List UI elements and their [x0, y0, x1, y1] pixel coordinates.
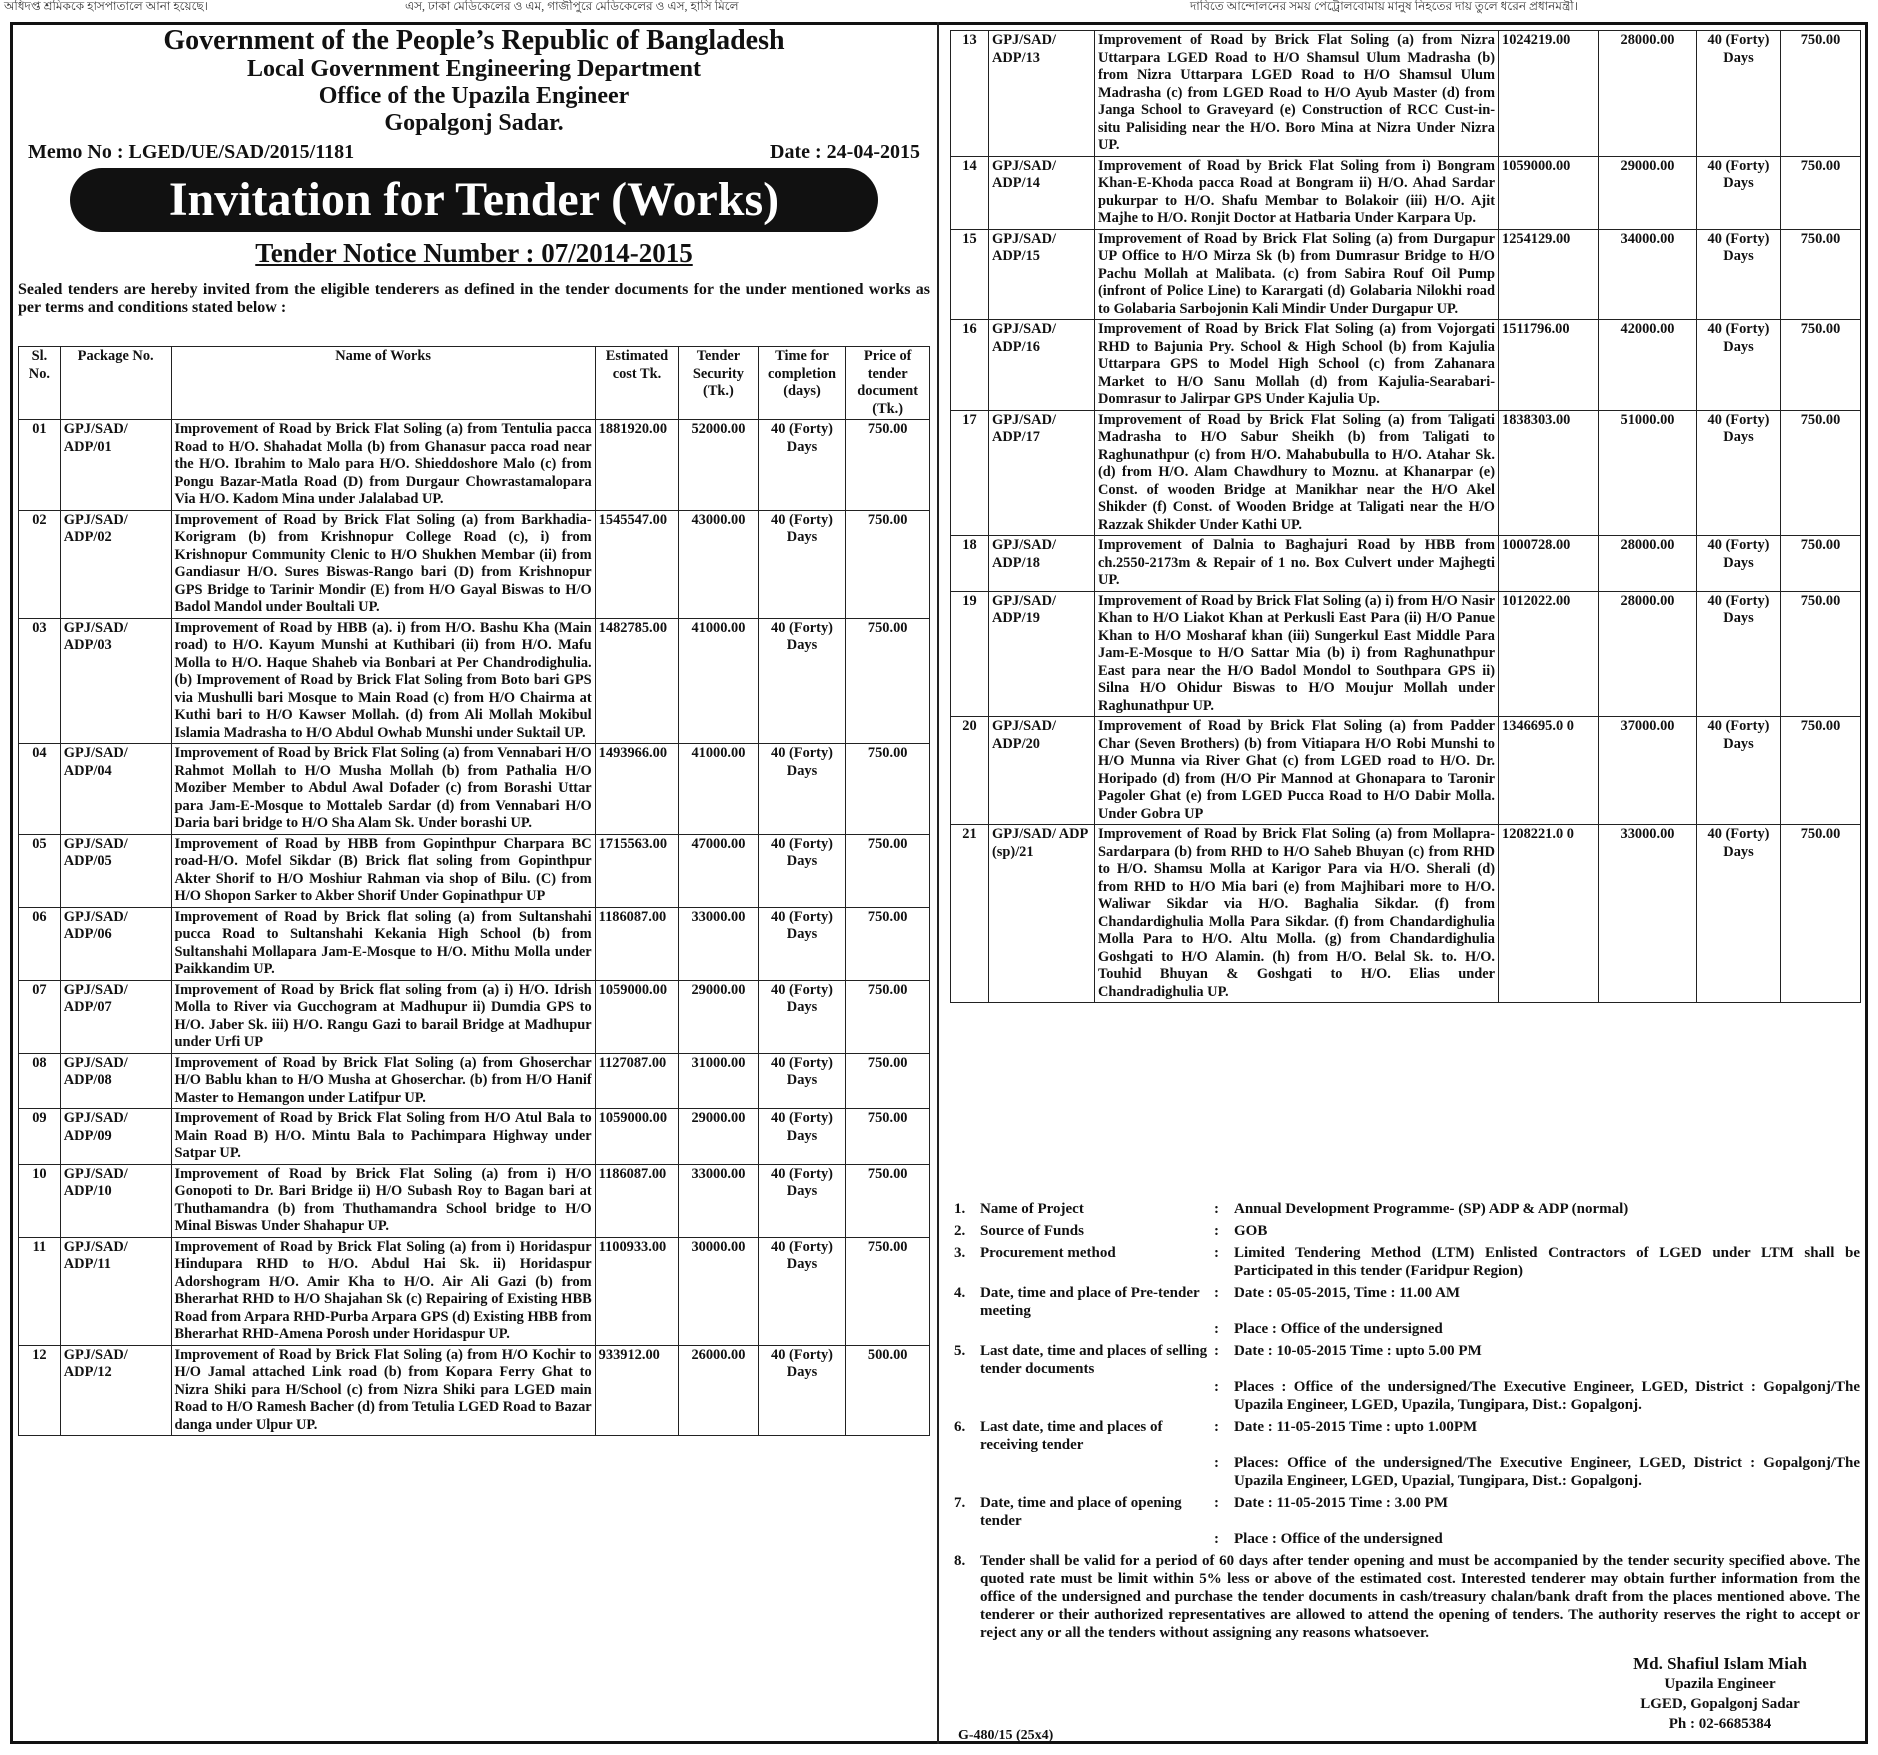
- row-completion-time: 40 (Forty) Days: [1697, 320, 1781, 411]
- info-value: GOB: [1234, 1223, 1268, 1239]
- row-estimated-cost: 1012022.00: [1499, 591, 1599, 717]
- info-label: Date, time and place of opening tender: [980, 1495, 1182, 1529]
- strip-center-text: এস, ঢাকা মেডিকেলের ও এম, গাজীপুরে মেডিকেলের ও এস, হাসি মিলে: [405, 0, 739, 13]
- row-package: GPJ/SAD/ ADP/15: [989, 229, 1095, 320]
- row-tender-security: 33000.00: [1599, 825, 1697, 1003]
- info-colon: :: [1214, 1455, 1219, 1471]
- row-tender-security: 28000.00: [1599, 591, 1697, 717]
- row-tender-security: 31000.00: [679, 1053, 758, 1109]
- info-colon: :: [1214, 1419, 1219, 1435]
- row-package: GPJ/SAD/ ADP/03: [60, 618, 171, 744]
- row-package: GPJ/SAD/ ADP/17: [989, 410, 1095, 536]
- office-title: Office of the Upazila Engineer: [318, 83, 630, 109]
- row-tender-security: 37000.00: [1599, 717, 1697, 825]
- row-sl: 14: [951, 156, 989, 229]
- row-sl: 11: [19, 1237, 61, 1345]
- row-work-name: Improvement of Road by Brick Flat Soling (a) from Ghoserchar H/O Bablu khan to H/O Musha at Ghoserchar. (b) from H/O Hanif Master to Hemangon under Latifpur UP.: [171, 1053, 595, 1109]
- info-label: Last date, time and places of selling tender documents: [980, 1343, 1208, 1377]
- place-title: Gopalgonj Sadar.: [384, 110, 564, 136]
- info-value: Date : 11-05-2015 Time : upto 1.00PM: [1234, 1419, 1478, 1435]
- signatory-office: LGED, Gopalgonj Sadar: [1640, 1696, 1800, 1712]
- row-sl: 02: [19, 510, 61, 618]
- info-colon: :: [1214, 1379, 1219, 1395]
- row-work-name: Improvement of Road by HBB from Gopinthpur Charpara BC road-H/O. Mofel Sikdar (B) Brick flat soling from Gopinthpur Akter Shorif to H/O Moshiur Rahman via shop of Bilu. (C) from H/O Shopon Sarker to Akber Shorif Under Gopinathpur UP: [171, 834, 595, 907]
- row-package: GPJ/SAD/ ADP/01: [60, 420, 171, 511]
- row-document-price: 750.00: [1781, 591, 1861, 717]
- row-estimated-cost: 1059000.00: [1499, 156, 1599, 229]
- strip-left-text: অধিদপ্ত শ্রমিককে হাসপাতালে আনা হয়েছে।: [4, 0, 208, 13]
- col-header-cost: Estimated cost Tk.: [595, 347, 679, 420]
- row-document-price: 750.00: [846, 420, 930, 511]
- info-terms-paragraph: Tender shall be valid for a period of 60 days after tender opening and must be accompanied by the tender security specified above. The quoted rate must be limit within 5% less or above of the estimated cost. Interested tenderer may obtain further information from the office of the undersigned and purchase the tender documents in cash/treasury chalan/bank draft from the places mentioned above. The tenderer or their authorized representatives are allowed to attend the opening of tenders. The authority reserves the right to accept or reject any or all the tenders without assigning any reasons whatsoever.: [980, 1553, 1860, 1641]
- info-number: 4.: [954, 1285, 966, 1301]
- table-row: [19, 618, 930, 744]
- row-document-price: 750.00: [846, 907, 930, 980]
- row-work-name: Improvement of Road by Brick Flat Soling (a) from Durgapur UP Office to H/O Mirza Sk (b) from Dumrasur Bridge to H/O Pachu Mollah at Malibata. (c) from Sabira Rouf Oil Pump (infront of Police Line) to Karargati (d) Golabaria Nilokhi road to Golabaria Sarbojonin Kali Mindir Under Durgapur UP.: [1095, 229, 1499, 320]
- info-value: Annual Development Programme- (SP) ADP & ADP (normal): [1234, 1201, 1629, 1217]
- row-tender-security: 29000.00: [679, 980, 758, 1053]
- row-sl: 04: [19, 744, 61, 835]
- info-label: [980, 1454, 1214, 1490]
- table-row: [951, 320, 1861, 411]
- row-sl: 20: [951, 717, 989, 825]
- memo-date: Date : 24-04-2015: [770, 141, 920, 163]
- row-package: GPJ/SAD/ ADP/09: [60, 1109, 171, 1165]
- row-work-name: Improvement of Road by Brick Flat Soling (a) from Padder Char (Seven Brothers) (b) from Vitiapara H/O Robi Munshi to H/O Munna via River Ghat (c) from LGED road to H/O. Dr. Horipado (d) from (H/O Pir Mannod at Ghonapara to Taronir Pagoler Ghat (e) from LGED Pucca Road to H/O Dabir Molla. Under Gobra UP: [1095, 717, 1499, 825]
- table-row: [19, 1237, 930, 1345]
- row-sl: 01: [19, 420, 61, 511]
- info-number: 7.: [954, 1495, 966, 1511]
- row-tender-security: 34000.00: [1599, 229, 1697, 320]
- row-sl: 07: [19, 980, 61, 1053]
- info-number: 8.: [954, 1553, 966, 1569]
- signatory-name: Md. Shafiul Islam Miah: [1633, 1654, 1807, 1673]
- row-document-price: 750.00: [846, 1053, 930, 1109]
- row-tender-security: 51000.00: [1599, 410, 1697, 536]
- gov-title: Government of the People’s Republic of Bangladesh: [163, 25, 785, 56]
- row-tender-security: 47000.00: [679, 834, 758, 907]
- row-document-price: 750.00: [1781, 229, 1861, 320]
- table-row: [19, 1345, 930, 1436]
- row-estimated-cost: 1838303.00: [1499, 410, 1599, 536]
- info-value: Date : 11-05-2015 Time : 3.00 PM: [1234, 1495, 1448, 1511]
- row-sl: 10: [19, 1164, 61, 1237]
- col-header-security: Tender Security (Tk.): [679, 347, 758, 420]
- row-work-name: Improvement of Road by Brick Flat Soling (a) from Taligati Madrasha to H/O Sabur Sheikh (b) from Taligati to Raghunathpur (c) from H/O. Mahabubulla to H/O. Atahar Sk. (d) from H/O. Alam Chawdhury to Moznu. at Khanarpar (e) Const. of wooden Bridge at Manikhar near the H/O Akel Shikder (f) Const. of Wooden Bridge at Taligati near the H/O Razzak Shikder Under Kathi UP.: [1095, 410, 1499, 536]
- row-estimated-cost: 1100933.00: [595, 1237, 679, 1345]
- row-document-price: 750.00: [1781, 156, 1861, 229]
- info-number: [950, 1320, 980, 1338]
- row-tender-security: 43000.00: [679, 510, 758, 618]
- row-sl: 12: [19, 1345, 61, 1436]
- table-row: [951, 410, 1861, 536]
- row-package: GPJ/SAD/ ADP/02: [60, 510, 171, 618]
- row-estimated-cost: 1186087.00: [595, 907, 679, 980]
- row-document-price: 750.00: [1781, 717, 1861, 825]
- info-number: 1.: [954, 1201, 966, 1217]
- row-completion-time: 40 (Forty) Days: [758, 1237, 846, 1345]
- info-value: Limited Tendering Method (LTM) Enlisted Contractors of LGED under LTM shall be Participated in this tender (Faridpur Region): [1234, 1245, 1860, 1279]
- info-label: [980, 1378, 1214, 1414]
- row-work-name: Improvement of Road by Brick Flat Soling (a) from i) Horidaspur Hindupara RHD to H/O. Abdul Hai Sk. ii) Horidaspur Adorshogram H/O. Amir Kha to H/O. Air Ali Gazi (b) from Bherarhat RHD to H/O Shajahan Sk (c) Repairing of Existing HBB Road from Arpara RHD-Purba Arpara GPS (d) Existing HBB from Bherarhat RHD-Amena Porosh under Horidaspur UP.: [171, 1237, 595, 1345]
- row-estimated-cost: 1000728.00: [1499, 536, 1599, 592]
- signatory-phone: Ph : 02-6685384: [1668, 1716, 1772, 1732]
- table-row: [19, 1164, 930, 1237]
- table-row: [951, 31, 1861, 157]
- info-colon: :: [1214, 1245, 1219, 1261]
- info-value: Places: Office of the undersigned/The Executive Engineer, LGED, District : Gopalgonj/The Upazila Engineer, LGED, Upazial, Tungipara, Dist.: Gopalgonj.: [1234, 1455, 1860, 1489]
- row-estimated-cost: 1059000.00: [595, 980, 679, 1053]
- info-value: Place : Office of the undersigned: [1234, 1531, 1443, 1547]
- row-package: GPJ/SAD/ ADP/12: [60, 1345, 171, 1436]
- col-header-package: Package No.: [60, 347, 171, 420]
- row-sl: 06: [19, 907, 61, 980]
- row-work-name: Improvement of Road by Brick Flat Soling (a) i) from H/O Nasir Khan to H/O Liakot Khan at Perkusli East Para (ii) H/O Panue Khan to H/O Mosharaf khan (iii) Sungerkul East Middle Para Jam-E-Mosque to H/O Sattar Mia (b) i) from Raghunathpur East para near the H/O Badol Mondol to Southpara GPS ii) Silna H/O Ohidur Biswas to H/O Moujur Mollah under Raghunathpur UP.: [1095, 591, 1499, 717]
- row-completion-time: 40 (Forty) Days: [758, 1345, 846, 1436]
- col-header-sl: Sl. No.: [19, 347, 61, 420]
- info-item: [950, 1418, 1860, 1454]
- row-work-name: Improvement of Road by Brick Flat Soling (a) from Barkhadia-Korigram (b) from Krishnopur College Road (c), i) from Krishnopur Community Clenic to H/O Shukhen Membar (ii) from Gandiasur H/O. Sures Biswas-Rango bari (D) from Krishnopur GPS Bridge to Tarinir Mondir (E) from H/O Gayal Biswas to H/O Badol Mandol under Boultali UP.: [171, 510, 595, 618]
- row-sl: 08: [19, 1053, 61, 1109]
- row-sl: 18: [951, 536, 989, 592]
- row-package: GPJ/SAD/ ADP/16: [989, 320, 1095, 411]
- row-completion-time: 40 (Forty) Days: [1697, 591, 1781, 717]
- row-document-price: 750.00: [1781, 31, 1861, 157]
- table-header-row: [19, 347, 930, 420]
- info-value: Date : 10-05-2015 Time : upto 5.00 PM: [1234, 1343, 1482, 1359]
- info-colon: :: [1214, 1531, 1219, 1547]
- row-estimated-cost: 1511796.00: [1499, 320, 1599, 411]
- info-value: Places : Office of the undersigned/The Executive Engineer, LGED, District : Gopalgonj/The Upazila Engineer, LGED, Upazila, Tungipara, Dist.: Gopalgonj.: [1234, 1379, 1860, 1413]
- table-row: [19, 1053, 930, 1109]
- col-header-work: Name of Works: [171, 347, 595, 420]
- row-work-name: Improvement of Road by Brick Flat Soling (a) from i) H/O Gonopoti to Dr. Bari Bridge ii) H/O Subash Roy to Bagan bari at Thuthamandra (b) from Thuthamandra School bridge to H/O Minal Biswas Under Shahapur UP.: [171, 1164, 595, 1237]
- row-package: GPJ/SAD/ ADP/10: [60, 1164, 171, 1237]
- row-completion-time: 40 (Forty) Days: [1697, 229, 1781, 320]
- info-item: [950, 1244, 1860, 1280]
- row-completion-time: 40 (Forty) Days: [1697, 825, 1781, 1003]
- row-tender-security: 28000.00: [1599, 536, 1697, 592]
- row-estimated-cost: 1024219.00: [1499, 31, 1599, 157]
- row-tender-security: 42000.00: [1599, 320, 1697, 411]
- info-label: Source of Funds: [980, 1223, 1084, 1239]
- table-row: [19, 834, 930, 907]
- row-work-name: Improvement of Road by Brick Flat Soling (a) from Nizra Uttarpara LGED Road to H/O Shamsul Ulum Madrasha (b) from Nizra Uttarpara LGED Road to H/O Shamsul Ulum Madrasha (c) from LGED Road to H/O Ayub Master (d) from Janga School to Graveyard (e) Construction of RCC Cust-in-situ Palisiding near the H/O. Boro Mina at Nizra Under Nizra UP.: [1095, 31, 1499, 157]
- signatory-title: Upazila Engineer: [1664, 1676, 1776, 1692]
- row-estimated-cost: 933912.00: [595, 1345, 679, 1436]
- row-sl: 13: [951, 31, 989, 157]
- row-sl: 03: [19, 618, 61, 744]
- row-estimated-cost: 1346695.0 0: [1499, 717, 1599, 825]
- row-completion-time: 40 (Forty) Days: [758, 744, 846, 835]
- row-sl: 15: [951, 229, 989, 320]
- row-package: GPJ/SAD/ ADP/18: [989, 536, 1095, 592]
- row-package: GPJ/SAD/ ADP/20: [989, 717, 1095, 825]
- memo-number: Memo No : LGED/UE/SAD/2015/1181: [28, 141, 355, 163]
- info-label: Date, time and place of Pre-tender meeting: [980, 1285, 1200, 1319]
- info-item-continued: [950, 1454, 1860, 1490]
- row-tender-security: 29000.00: [679, 1109, 758, 1165]
- row-completion-time: 40 (Forty) Days: [758, 834, 846, 907]
- col-header-price: Price of tender document (Tk.): [846, 347, 930, 420]
- row-tender-security: 30000.00: [679, 1237, 758, 1345]
- row-completion-time: 40 (Forty) Days: [758, 1109, 846, 1165]
- table-row: [19, 510, 930, 618]
- row-completion-time: 40 (Forty) Days: [758, 510, 846, 618]
- table-row: [951, 717, 1861, 825]
- row-completion-time: 40 (Forty) Days: [1697, 410, 1781, 536]
- info-label: [980, 1320, 1214, 1338]
- invitation-banner: Invitation for Tender (Works): [70, 168, 878, 232]
- column-divider: [937, 22, 939, 1744]
- row-document-price: 750.00: [1781, 825, 1861, 1003]
- row-completion-time: 40 (Forty) Days: [758, 907, 846, 980]
- row-tender-security: 33000.00: [679, 907, 758, 980]
- row-work-name: Improvement of Road by Brick Flat Soling (a) from Mollapra-Sardarpara (b) from RHD to H/O Saheb Bhuyan (c) from RHD to H/O. Shamsu Molla at Karigor Para via H/O. Sherali (d) from RHD to H/O Mia bari (e) from Majhibari more to H/O. Waliwar Sikdar via H/O. Baghalia Sikdar. (f) from Chandardighulia Molla Para Sikdar. (f) from Chandardighulia Molla Para to H/O. Altu Molla. (g) from Chandardighulia Goshgati to H/O Alamin. (h) from H/O. Belal Sk. to. H/O. Touhid Bhuyan & Goshgati to H/O. Elias under Chandradighulia UP.: [1095, 825, 1499, 1003]
- table-row: [19, 980, 930, 1053]
- row-document-price: 750.00: [1781, 536, 1861, 592]
- row-work-name: Improvement of Road by Brick flat soling from (a) i) H/O. Idrish Molla to River via Gucchogram at Madhupur ii) Dumdia GPS to H/O. Jaber Sk. iii) H/O. Rangu Gazi to barail Bridge at Madhupur under Urfi UP: [171, 980, 595, 1053]
- row-work-name: Improvement of Road by Brick Flat Soling (a) from Vennabari H/O Rahmot Mollah to H/O Musha Mollah (b) from Pathalia H/O Moziber Member to Abdul Awal Dofader (c) from Borashi Uttar para Jam-E-Mosque to Mottaleb Sardar (d) from Vennabari H/O Daria bari bridge to H/O Sha Alam Sk. Under borashi UP.: [171, 744, 595, 835]
- info-number: 5.: [954, 1343, 966, 1359]
- row-completion-time: 40 (Forty) Days: [1697, 156, 1781, 229]
- row-estimated-cost: 1186087.00: [595, 1164, 679, 1237]
- table-row: [19, 744, 930, 835]
- info-colon: :: [1214, 1201, 1219, 1217]
- row-completion-time: 40 (Forty) Days: [1697, 31, 1781, 157]
- row-sl: 16: [951, 320, 989, 411]
- col-header-time: Time for completion (days): [758, 347, 846, 420]
- info-item: [950, 1284, 1860, 1320]
- row-work-name: Improvement of Road by Brick Flat Soling (a) from Vojorgati RHD to Bajunia Pry. School & High School (b) from Kajulia Uttarpara GPS to Model High School (c) from Zahanara Market to H/O Sanu Mollah (d) from Kajulia-Searabari-Domrasur to Jalirpar GPS Under Kajulia Up.: [1095, 320, 1499, 411]
- row-document-price: 750.00: [1781, 320, 1861, 411]
- memo-line: [18, 141, 930, 164]
- info-label: Procurement method: [980, 1245, 1116, 1261]
- info-item-continued: [950, 1530, 1860, 1548]
- table-row: [19, 420, 930, 511]
- notice-header: [18, 26, 930, 317]
- info-number: [950, 1454, 980, 1490]
- strip-right-text: দাবিতে আন্দোলনের সময় পেট্রোলবোমায় মানুষ নিহতের দায় তুলে ধরেন প্রধানমন্ত্রী।: [1190, 0, 1579, 13]
- row-estimated-cost: 1127087.00: [595, 1053, 679, 1109]
- table-row: [951, 229, 1861, 320]
- row-estimated-cost: 1482785.00: [595, 618, 679, 744]
- row-package: GPJ/SAD/ ADP/08: [60, 1053, 171, 1109]
- row-package: GPJ/SAD/ ADP/19: [989, 591, 1095, 717]
- info-number: [950, 1530, 980, 1548]
- info-number: 2.: [954, 1223, 966, 1239]
- info-item: [950, 1200, 1860, 1218]
- row-document-price: 500.00: [846, 1345, 930, 1436]
- row-tender-security: 52000.00: [679, 420, 758, 511]
- row-package: GPJ/SAD/ ADP/06: [60, 907, 171, 980]
- row-tender-security: 33000.00: [679, 1164, 758, 1237]
- table-row: [19, 1109, 930, 1165]
- row-package: GPJ/SAD/ ADP/11: [60, 1237, 171, 1345]
- row-work-name: Improvement of Road by Brick Flat Soling (a) from H/O Kochir to H/O Jamal attached Link road (b) from Kopara Ferry Ghat to Nizra Shiki para H/School (c) from Nizra Shiki para LGED main Road to H/O Ramesh Bacher (d) from Tetulia LGED Road to Bazar danga under Ulpur UP.: [171, 1345, 595, 1436]
- info-number: [950, 1378, 980, 1414]
- row-completion-time: 40 (Forty) Days: [758, 618, 846, 744]
- row-document-price: 750.00: [1781, 410, 1861, 536]
- row-tender-security: 26000.00: [679, 1345, 758, 1436]
- info-value: Date : 05-05-2015, Time : 11.00 AM: [1234, 1285, 1461, 1301]
- info-colon: :: [1214, 1321, 1219, 1337]
- row-completion-time: 40 (Forty) Days: [758, 1053, 846, 1109]
- row-document-price: 750.00: [846, 1237, 930, 1345]
- tender-notice-number: Tender Notice Number : 07/2014-2015: [255, 238, 693, 268]
- row-sl: 19: [951, 591, 989, 717]
- row-package: GPJ/SAD/ ADP/05: [60, 834, 171, 907]
- works-table-right: [950, 30, 1861, 1003]
- info-item: [950, 1342, 1860, 1378]
- row-sl: 05: [19, 834, 61, 907]
- table-row: [951, 536, 1861, 592]
- row-estimated-cost: 1715563.00: [595, 834, 679, 907]
- info-number: 6.: [954, 1419, 966, 1435]
- info-label: [980, 1530, 1214, 1548]
- info-label: Last date, time and places of receiving tender: [980, 1419, 1163, 1453]
- row-completion-time: 40 (Forty) Days: [1697, 536, 1781, 592]
- row-estimated-cost: 1545547.00: [595, 510, 679, 618]
- signature-block: [1570, 1654, 1870, 1734]
- info-value: Place : Office of the undersigned: [1234, 1321, 1443, 1337]
- row-tender-security: 41000.00: [679, 618, 758, 744]
- info-number: 3.: [954, 1245, 966, 1261]
- info-colon: :: [1214, 1223, 1219, 1239]
- previous-page-strip: [0, 0, 1878, 14]
- row-work-name: Improvement of Dalnia to Baghajuri Road by HBB from ch.2550-2173m & Repair of 1 no. Box Culvert under Majhegti UP.: [1095, 536, 1499, 592]
- tender-information: [950, 1196, 1860, 1642]
- row-work-name: Improvement of Road by Brick Flat Soling (a) from Tentulia pacca Road to H/O. Shahadat Molla (b) from Ghanasur pacca road near the H/O. Ibrahim to Malo para H/O. Shieddoshore Malo (c) from Pongu Bazar-Matla Road (D) from Durgaur Chowrastamalopara Via H/O. Kadom Mina under Jalalabad UP.: [171, 420, 595, 511]
- row-estimated-cost: 1059000.00: [595, 1109, 679, 1165]
- table-row: [951, 825, 1861, 1003]
- row-tender-security: 41000.00: [679, 744, 758, 835]
- row-document-price: 750.00: [846, 980, 930, 1053]
- info-item: [950, 1222, 1860, 1240]
- row-estimated-cost: 1208221.0 0: [1499, 825, 1599, 1003]
- info-item-continued: [950, 1378, 1860, 1414]
- row-estimated-cost: 1493966.00: [595, 744, 679, 835]
- row-package: GPJ/SAD/ ADP/13: [989, 31, 1095, 157]
- row-completion-time: 40 (Forty) Days: [758, 1164, 846, 1237]
- info-item-8: [950, 1552, 1860, 1642]
- dept-title: Local Government Engineering Department: [247, 56, 701, 82]
- row-tender-security: 28000.00: [1599, 31, 1697, 157]
- row-estimated-cost: 1254129.00: [1499, 229, 1599, 320]
- info-label: Name of Project: [980, 1201, 1084, 1217]
- row-document-price: 750.00: [846, 834, 930, 907]
- row-estimated-cost: 1881920.00: [595, 420, 679, 511]
- table-row: [951, 591, 1861, 717]
- info-item-continued: [950, 1320, 1860, 1338]
- row-completion-time: 40 (Forty) Days: [758, 420, 846, 511]
- table-row: [951, 156, 1861, 229]
- row-completion-time: 40 (Forty) Days: [758, 980, 846, 1053]
- row-document-price: 750.00: [846, 618, 930, 744]
- row-completion-time: 40 (Forty) Days: [1697, 717, 1781, 825]
- row-package: GPJ/SAD/ ADP/14: [989, 156, 1095, 229]
- row-work-name: Improvement of Road by Brick flat soling (a) from Sultanshahi pucca Road to Sultanshahi Kekania High School (b) from Sultanshahi Mollapara Jam-E-Mosque to H/O. Mithu Molla under Paikkandim UP.: [171, 907, 595, 980]
- info-colon: :: [1214, 1285, 1219, 1301]
- row-document-price: 750.00: [846, 1164, 930, 1237]
- row-package: GPJ/SAD/ ADP/04: [60, 744, 171, 835]
- row-sl: 17: [951, 410, 989, 536]
- row-work-name: Improvement of Road by HBB (a). i) from H/O. Bashu Kha (Main road) to H/O. Kayum Munshi at Kuthibari (ii) from H/O. Mafu Molla to H/O. Haque Shaheb via Bonbari at Per Chandrodighulia. (b) Improvement of Road by Brick Flat Soling from Boto bari GPS via Mushulli bari Mosque to Main Road (c) from H/O Chairma at Kuthi bari to H/O Kawser Mollah. (d) from Ali Mollah Mokibul Islamia Madrasha to H/O Abdul Owhab Munshi under Suktail UP.: [171, 618, 595, 744]
- intro-paragraph: Sealed tenders are hereby invited from the eligible tenderers as defined in the tender documents for the under mentioned works as per terms and conditions stated below :: [18, 281, 930, 316]
- works-table-left: [18, 346, 930, 1436]
- info-colon: :: [1214, 1343, 1219, 1359]
- row-package: GPJ/SAD/ ADP/07: [60, 980, 171, 1053]
- row-work-name: Improvement of Road by Brick Flat Soling from H/O Atul Bala to Main Road B) H/O. Mintu Bala to Pachimpara Highway under Satpar UP.: [171, 1109, 595, 1165]
- table-row: [19, 907, 930, 980]
- row-package: GPJ/SAD/ ADP (sp)/21: [989, 825, 1095, 1003]
- row-sl: 21: [951, 825, 989, 1003]
- info-item: [950, 1494, 1860, 1530]
- row-document-price: 750.00: [846, 744, 930, 835]
- row-work-name: Improvement of Road by Brick Flat Soling from i) Bongram Khan-E-Khoda pacca Road at Bongram ii) H/O. Ahad Sardar pukurpar to H/O. Shafu Membar to Bolakoir (iii) H/O. Ajit Majhe to H/O. Ronjit Doctor at Hatbaria Under Karpara Up.: [1095, 156, 1499, 229]
- row-document-price: 750.00: [846, 1109, 930, 1165]
- row-tender-security: 29000.00: [1599, 156, 1697, 229]
- row-document-price: 750.00: [846, 510, 930, 618]
- row-sl: 09: [19, 1109, 61, 1165]
- govt-ad-reference: G-480/15 (25x4): [958, 1728, 1054, 1743]
- info-colon: :: [1214, 1495, 1219, 1511]
